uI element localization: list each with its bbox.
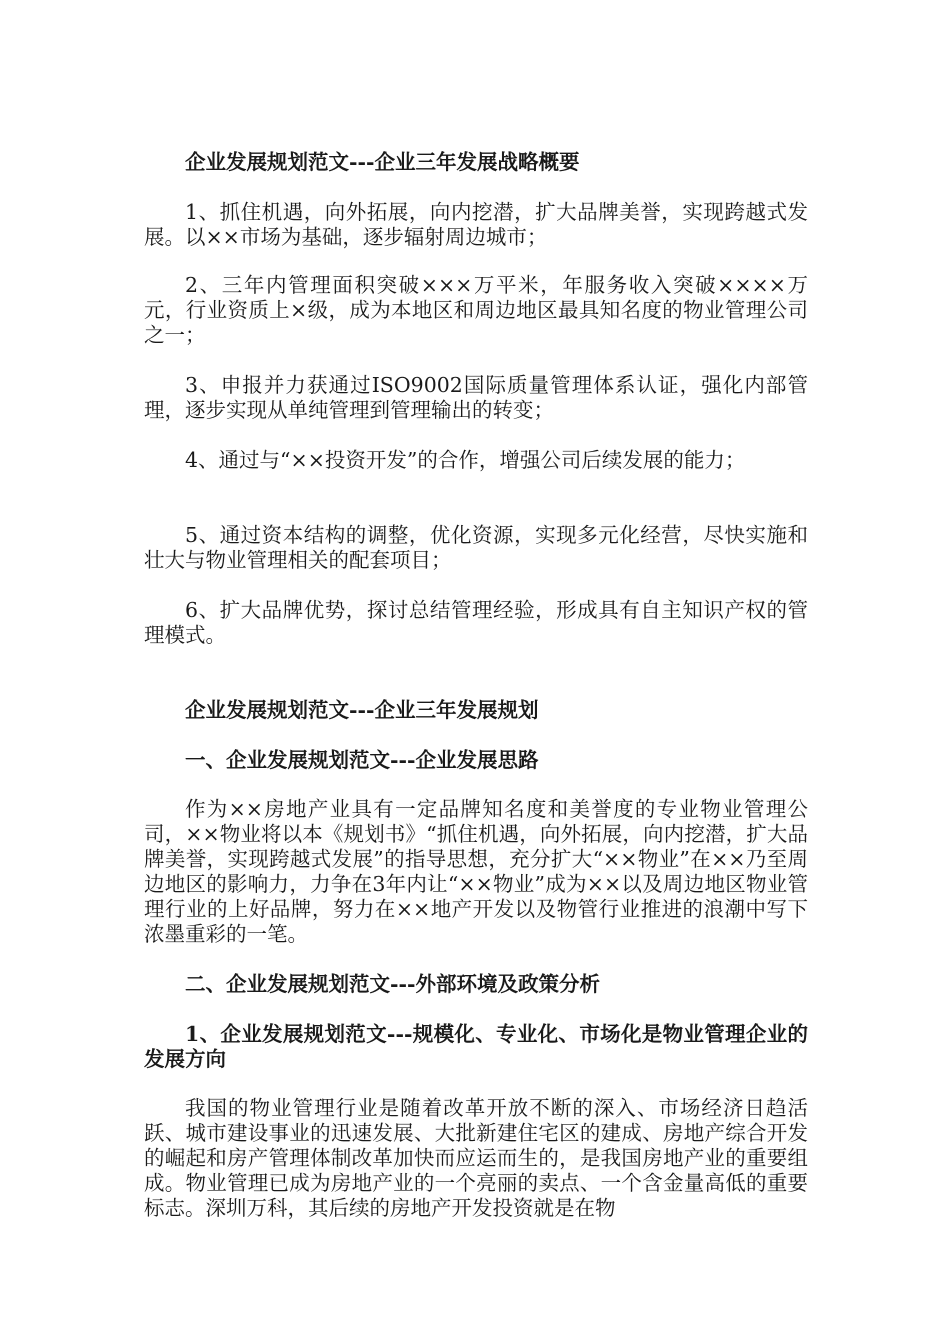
heading-section-2: 二、企业发展规划范文---外部环境及政策分析: [185, 972, 601, 996]
heading-section-1: 一、企业发展规划范文---企业发展思路: [185, 748, 539, 772]
paragraph-item-2: 2、三年内管理面积突破×××万平米，年服务收入突破××××万元，行业资质上×级，成为本地区和周边地区最具知名度的物业管理公司之一；: [144, 273, 808, 347]
heading-overview: 企业发展规划范文---企业三年发展战略概要: [185, 150, 580, 174]
paragraph-item-3: 3、申报并力获通过ISO9002国际质量管理体系认证，强化内部管理，逐步实现从单纯管理到管理输出的转变；: [144, 373, 808, 422]
paragraph-item-6: 6、扩大品牌优势，探讨总结管理经验，形成具有自主知识产权的管理模式。: [144, 598, 808, 647]
paragraph-item-4: 4、通过与“××投资开发”的合作，增强公司后续发展的能力；: [185, 448, 746, 472]
heading-section-2-1: 1、企业发展规划范文---规模化、专业化、市场化是物业管理企业的发展方向: [144, 1022, 808, 1071]
heading-plan: 企业发展规划范文---企业三年发展规划: [185, 698, 539, 722]
paragraph-section-2-1: 我国的物业管理行业是随着改革开放不断的深入、市场经济日趋活跃、城市建设事业的迅速发展、大批新建住宅区的建成、房地产综合开发的崛起和房产管理体制改革加快而应运而生的，是我国房地产业的重要组成。物业管理已成为房地产业的一个亮丽的卖点、一个含金量高低的重要标志。深圳万科，其后续的房地产开发投资就是在物: [144, 1096, 808, 1220]
paragraph-item-5: 5、通过资本结构的调整，优化资源，实现多元化经营，尽快实施和壮大与物业管理相关的配套项目；: [144, 523, 808, 572]
paragraph-item-1: 1、抓住机遇，向外拓展，向内挖潜，扩大品牌美誉，实现跨越式发展。以××市场为基础，逐步辐射周边城市；: [144, 200, 808, 249]
paragraph-section-1: 作为××房地产业具有一定品牌知名度和美誉度的专业物业管理公司，××物业将以本《规划书》“抓住机遇，向外拓展，向内挖潜，扩大品牌美誉，实现跨越式发展”的指导思想，充分扩大“××物业”在××乃至周边地区的影响力，力争在3年内让“××物业”成为××以及周边地区物业管理行业的上好品牌，努力在××地产开发以及物管行业推进的浪潮中写下浓墨重彩的一笔。: [144, 797, 808, 946]
